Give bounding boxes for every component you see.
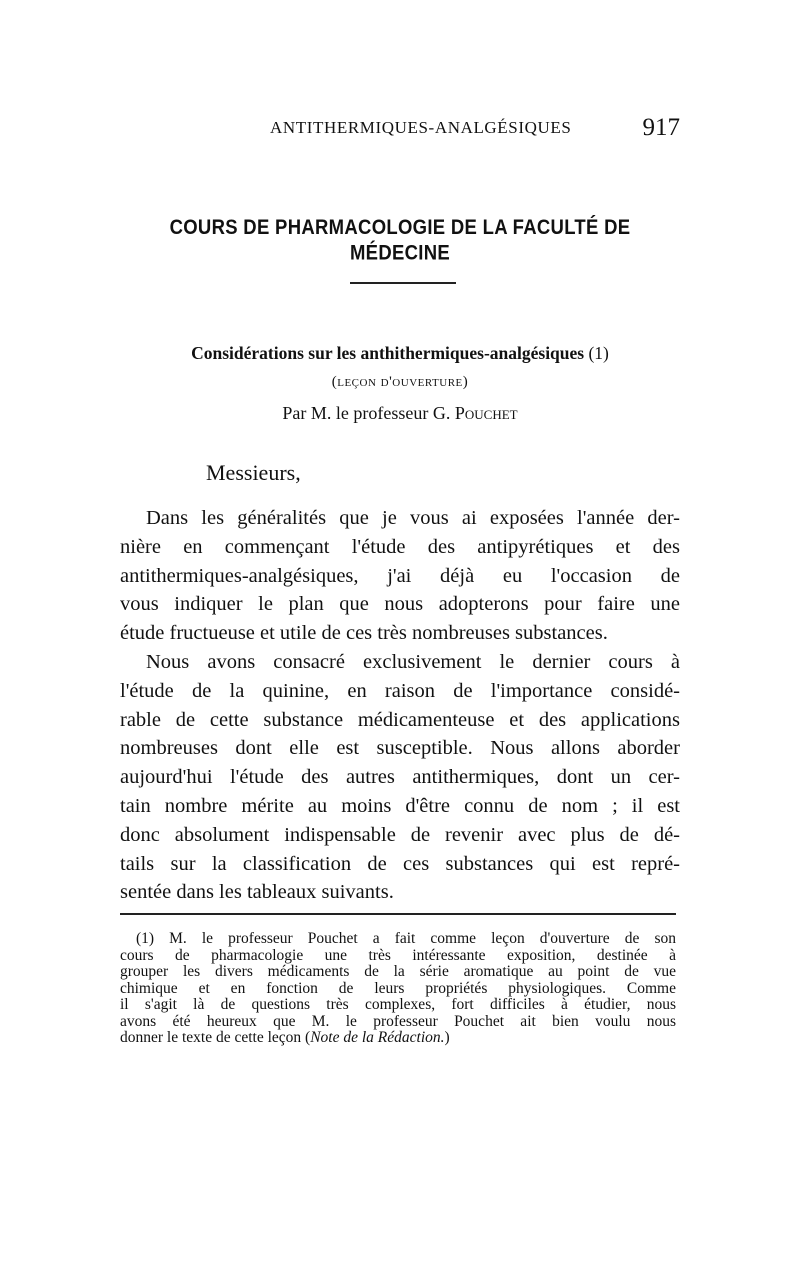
title-rule: [350, 282, 456, 284]
salutation: Messieurs,: [206, 460, 301, 485]
body-line: Dans les généralités que je vous ai exposées l'année der-: [146, 507, 680, 529]
body-line: rable de cette substance médicamenteuse et des applications: [120, 708, 680, 731]
body-line: vous indiquer le plan que nous adopterons pour faire une: [120, 593, 680, 616]
author-name: Pouchet: [454, 403, 518, 423]
byline: [120, 403, 680, 424]
footnote: [120, 931, 676, 1047]
article-title: [120, 343, 680, 364]
body-text: [120, 504, 680, 907]
running-head: [120, 114, 680, 142]
editorial-note: Note de la Rédaction.: [310, 1029, 445, 1046]
footnote-line: avons été heureux que M. le professeur Pouchet ait bien voulu nous: [120, 1012, 676, 1030]
article-subtitle: (leçon d'ouverture): [331, 374, 469, 390]
page-number: 917: [642, 114, 680, 141]
byline-prefix: Par M. le professeur G.: [282, 403, 455, 423]
body-line: tain nombre mérite au moins d'être connu de nom ; il est: [120, 794, 680, 817]
footnote-last-prefix: donner le texte de cette leçon (: [120, 1029, 311, 1046]
footnote-line: grouper les divers médicaments de la série aromatique au point de vue: [120, 963, 676, 980]
body-line: Nous avons consacré exclusivement le dernier cours à: [146, 650, 680, 673]
body-line: nombreuses dont elle est susceptible. Nous allons aborder: [120, 737, 680, 760]
running-title: ANTITHERMIQUES-ANALGÉSIQUES: [270, 118, 572, 137]
footnote-rule: [120, 913, 676, 915]
body-line: antithermiques-analgésiques, j'ai déjà eu l'occasion de: [120, 564, 680, 587]
body-line: nière en commençant l'étude des antipyrétiques et des: [120, 535, 680, 558]
body-line: sentée dans les tableaux suivants.: [120, 881, 394, 904]
body-line: étude fructueuse et utile de ces très nombreuses substances.: [120, 622, 608, 645]
footnote-line: (1) M. le professeur Pouchet a fait comme leçon d'ouverture de son: [136, 930, 676, 947]
footnote-last-line: [120, 1030, 676, 1047]
course-title: COURS DE PHARMACOLOGIE DE LA FACULTÉ DE MÉDECINE: [169, 214, 631, 265]
footnote-reference: (1): [588, 343, 609, 363]
footnote-line: chimique et en fonction de leurs propriétés physiologiques. Comme: [120, 979, 676, 997]
article-title-text: Considérations sur les anthithermiques-analgésiques: [191, 343, 585, 363]
body-line: donc absolument indispensable de revenir avec plus de dé-: [120, 823, 680, 846]
body-line: aujourd'hui l'étude des autres antithermiques, dont un cer-: [120, 766, 680, 789]
footnote-line: cours de pharmacologie une très intéressante exposition, destinée à: [120, 946, 676, 964]
footnote-line: il s'agit là de questions très complexes, fort difficiles à étudier, nous: [120, 996, 676, 1013]
body-line: l'étude de la quinine, en raison de l'importance considé-: [120, 679, 680, 702]
footnote-last-suffix: ): [444, 1029, 450, 1046]
body-line: tails sur la classification de ces substances qui est repré-: [120, 852, 680, 875]
